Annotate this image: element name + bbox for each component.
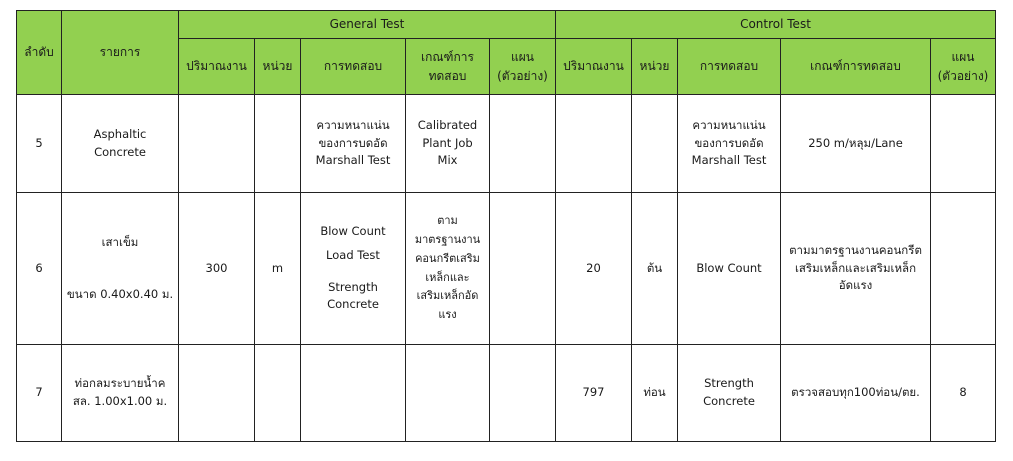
- header-control-criteria: เกณฑ์การทดสอบ: [781, 39, 931, 95]
- row-general-test: [301, 95, 406, 193]
- header-control-plan-line2: (ตัวอย่าง): [937, 68, 989, 83]
- row-control-criteria: [781, 193, 931, 345]
- row-general-criteria-line5: เสริมเหล็กอัด: [416, 289, 479, 303]
- row-control-criteria-line1: ตามมาตรฐานงานคอนกรีต: [789, 242, 922, 257]
- row-control-plan: [931, 95, 996, 193]
- row-general-test-line4: Concrete: [327, 297, 379, 312]
- row-general-unit: [255, 95, 301, 193]
- header-control-test-method: การทดสอบ: [678, 39, 781, 95]
- row-general-plan: [490, 95, 556, 193]
- row-general-criteria: [406, 345, 490, 442]
- row-general-test: [301, 345, 406, 442]
- row-control-quantity: 797: [556, 345, 632, 442]
- row-general-criteria-line2: Plant Job: [422, 135, 473, 150]
- row-control-plan: 8: [931, 345, 996, 442]
- row-general-plan: [490, 345, 556, 442]
- test-plan-table-container: [16, 10, 996, 442]
- row-control-criteria-line2: เสริมเหล็กและเสริมเหล็ก: [794, 260, 917, 275]
- row-item-line2: ขนาด 0.40x0.40 ม.: [66, 286, 174, 301]
- row-control-unit: ท่อน: [632, 345, 678, 442]
- row-control-criteria-line3: อัดแรง: [838, 278, 873, 293]
- header-control-quantity: ปริมาณงาน: [556, 39, 632, 95]
- row-general-unit: [255, 345, 301, 442]
- row-item-line1: ท่อกลมระบายน้ำค: [74, 376, 166, 391]
- row-control-test-line2: Concrete: [703, 394, 755, 408]
- row-general-quantity: [179, 95, 255, 193]
- row-general-unit: m: [255, 193, 301, 345]
- row-general-test-line3: Strength: [328, 279, 378, 294]
- row-control-criteria: ตรวจสอบทุก100ท่อน/ตย.: [781, 345, 931, 442]
- row-control-test-line1: ความหนาแน่น: [692, 117, 766, 132]
- row-general-test: [301, 193, 406, 345]
- row-general-criteria: [406, 95, 490, 193]
- row-seq: 7: [17, 345, 62, 442]
- header-general-quantity: ปริมาณงาน: [179, 39, 255, 95]
- row-control-quantity: 20: [556, 193, 632, 345]
- row-general-criteria-line1: Calibrated: [417, 117, 478, 132]
- row-general-test-line2: ของการบดอัด: [318, 135, 388, 150]
- test-plan-table: [16, 10, 996, 442]
- header-general-plan: [490, 39, 556, 95]
- row-control-test-line3: Marshall Test: [691, 153, 767, 168]
- row-control-test-line1: Strength: [704, 376, 754, 391]
- row-general-test-line1: ความหนาแน่น: [316, 117, 390, 132]
- header-general-unit: หน่วย: [255, 39, 301, 95]
- row-control-test: [678, 95, 781, 193]
- row-general-criteria-line2: มาตรฐานงาน: [414, 233, 481, 247]
- header-control-plan: [931, 39, 996, 95]
- row-general-criteria: [406, 193, 490, 345]
- header-control-test: Control Test: [556, 11, 996, 39]
- row-general-test-line3: Marshall Test: [315, 153, 391, 168]
- row-control-criteria: 250 m/หลุม/Lane: [781, 95, 931, 193]
- row-general-test-spacer: [304, 265, 402, 279]
- row-general-quantity: [179, 345, 255, 442]
- header-general-test: General Test: [179, 11, 556, 39]
- row-item: [62, 193, 179, 345]
- row-item-line1: Asphaltic: [93, 126, 147, 141]
- row-general-plan: [490, 193, 556, 345]
- row-general-criteria-line1: ตาม: [437, 214, 458, 228]
- header-general-criteria: [406, 39, 490, 95]
- row-item-spacer: [65, 252, 175, 286]
- table-row: [17, 345, 996, 442]
- row-item: [62, 95, 179, 193]
- header-seq: ลำดับ: [17, 11, 62, 95]
- row-seq: 5: [17, 95, 62, 193]
- row-control-test-line2: ของการบดอัด: [694, 135, 764, 150]
- row-item: [62, 345, 179, 442]
- row-item-line1: เสาเข็ม: [101, 234, 139, 249]
- row-control-quantity: [556, 95, 632, 193]
- row-general-criteria-line3: Mix: [437, 153, 458, 168]
- row-general-criteria-line3: คอนกรีตเสริม: [415, 251, 480, 265]
- row-control-unit: ต้น: [632, 193, 678, 345]
- row-general-test-line1: Blow Count: [320, 223, 386, 238]
- row-item-line2: สล. 1.00x1.00 ม.: [72, 394, 168, 408]
- row-item-line2: Concrete: [94, 144, 146, 159]
- header-general-test-method: การทดสอบ: [301, 39, 406, 95]
- row-control-plan: [931, 193, 996, 345]
- header-general-criteria-line2: ทดสอบ: [428, 68, 467, 83]
- row-control-test: [678, 345, 781, 442]
- table-row: [17, 193, 996, 345]
- header-general-criteria-line1: เกณฑ์การ: [421, 49, 474, 64]
- table-row: [17, 95, 996, 193]
- header-control-plan-line1: แผน: [951, 49, 975, 64]
- header-item: รายการ: [62, 11, 179, 95]
- row-control-test: Blow Count: [678, 193, 781, 345]
- row-general-criteria-line6: แรง: [438, 307, 457, 321]
- row-general-test-line2: Load Test: [326, 247, 380, 262]
- row-general-criteria-line4: เหล็กและ: [425, 270, 470, 284]
- header-control-unit: หน่วย: [632, 39, 678, 95]
- header-general-plan-line2: (ตัวอย่าง): [497, 68, 548, 83]
- row-seq: 6: [17, 193, 62, 345]
- header-general-plan-line1: แผน: [511, 49, 534, 64]
- row-control-unit: [632, 95, 678, 193]
- row-general-quantity: 300: [179, 193, 255, 345]
